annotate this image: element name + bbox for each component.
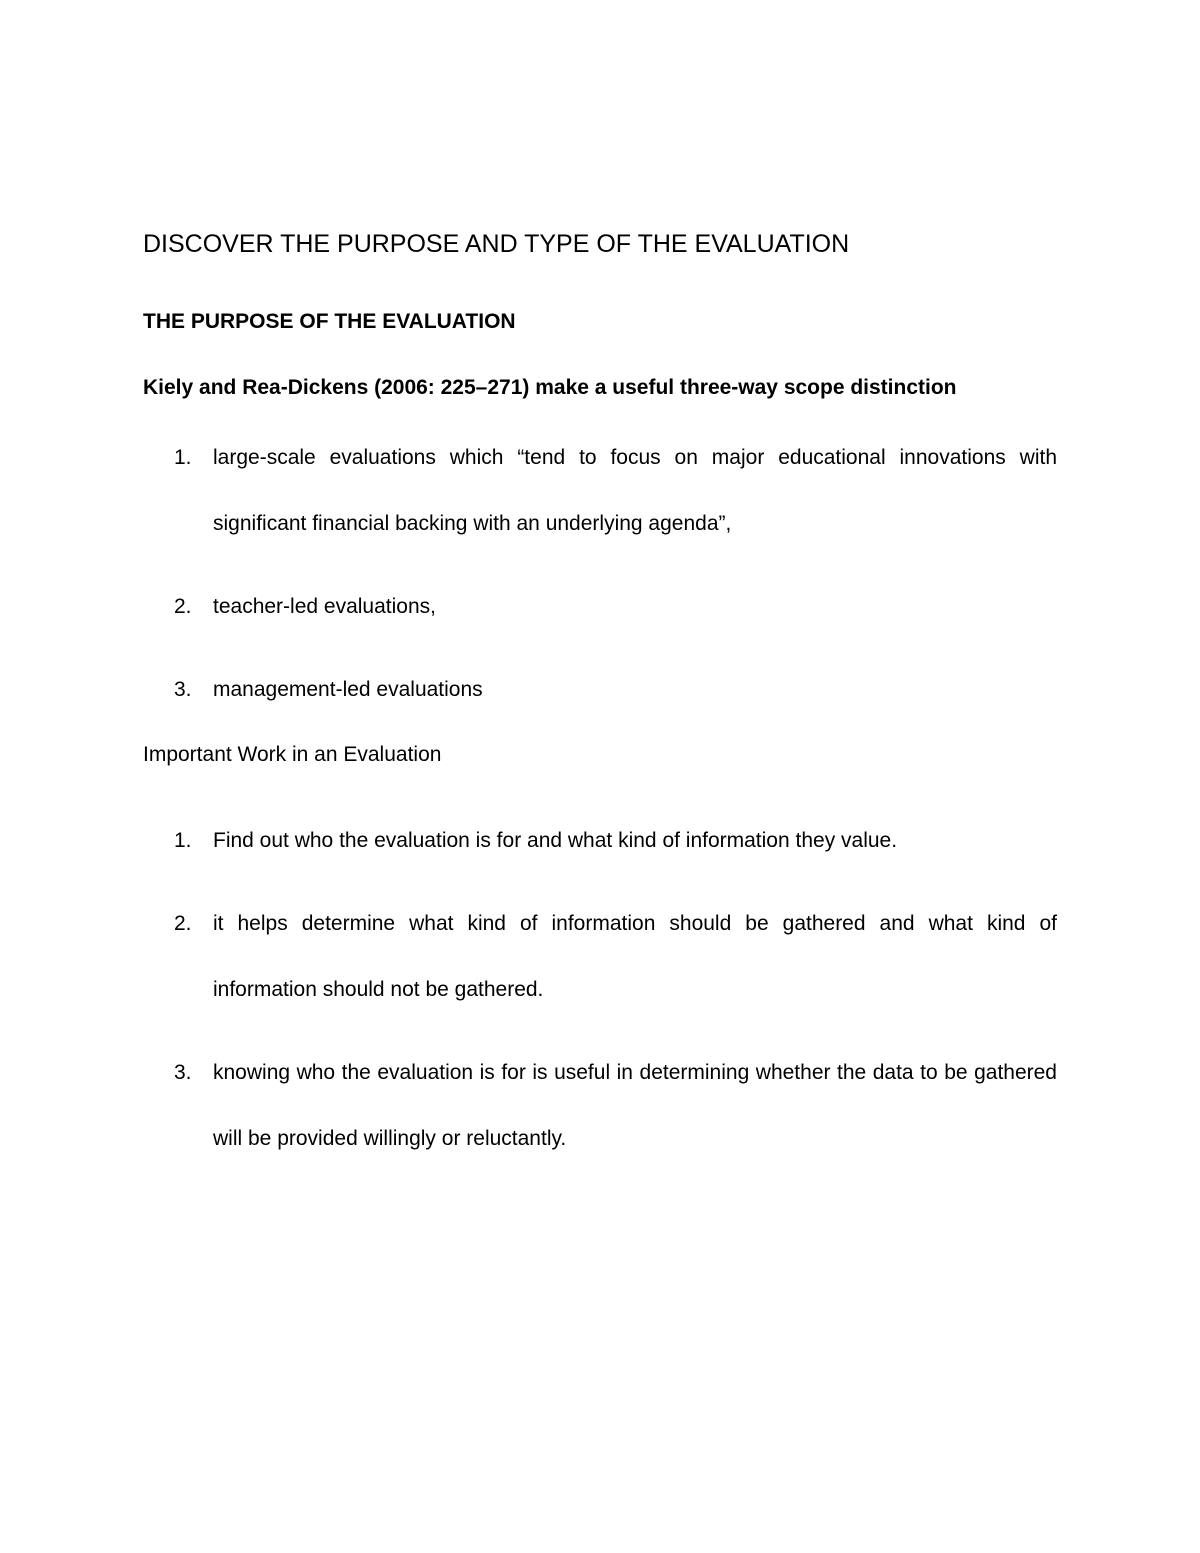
- list-item: [143, 657, 1057, 723]
- list-number: 3.: [174, 1061, 192, 1084]
- list-item: [143, 574, 1057, 640]
- section-heading: Important Work in an Evaluation: [143, 743, 442, 766]
- work-list: [143, 808, 1057, 1172]
- list-item-text: management-led evaluations: [213, 678, 483, 701]
- list-number: 3.: [174, 678, 192, 701]
- scope-list: [143, 425, 1057, 723]
- list-item: [143, 808, 1057, 874]
- section-subtitle: THE PURPOSE OF THE EVALUATION: [143, 310, 516, 333]
- list-item-text: it helps determine what kind of information should be gathered and what kind of information should not be gathered.: [213, 912, 1057, 1001]
- intro-paragraph: Kiely and Rea-Dickens (2006: 225–271) make a useful three-way scope distinction: [143, 376, 957, 399]
- list-number: 2.: [174, 595, 192, 618]
- list-item-text: large-scale evaluations which “tend to focus on major educational innovations with significant financial backing with an underlying agenda”,: [213, 446, 1057, 535]
- list-item-text: teacher-led evaluations,: [213, 595, 436, 618]
- list-item-text: Find out who the evaluation is for and what kind of information they value.: [213, 829, 898, 852]
- list-item: [143, 1040, 1057, 1172]
- list-number: 1.: [174, 829, 192, 852]
- document-title: DISCOVER THE PURPOSE AND TYPE OF THE EVALUATION: [143, 230, 850, 258]
- list-item: [143, 891, 1057, 1023]
- list-item-text: knowing who the evaluation is for is useful in determining whether the data to be gathered will be provided willingly or reluctantly.: [213, 1061, 1057, 1150]
- list-item: [143, 425, 1057, 557]
- document-content: [143, 224, 1057, 1189]
- list-number: 1.: [174, 446, 192, 469]
- list-number: 2.: [174, 912, 192, 935]
